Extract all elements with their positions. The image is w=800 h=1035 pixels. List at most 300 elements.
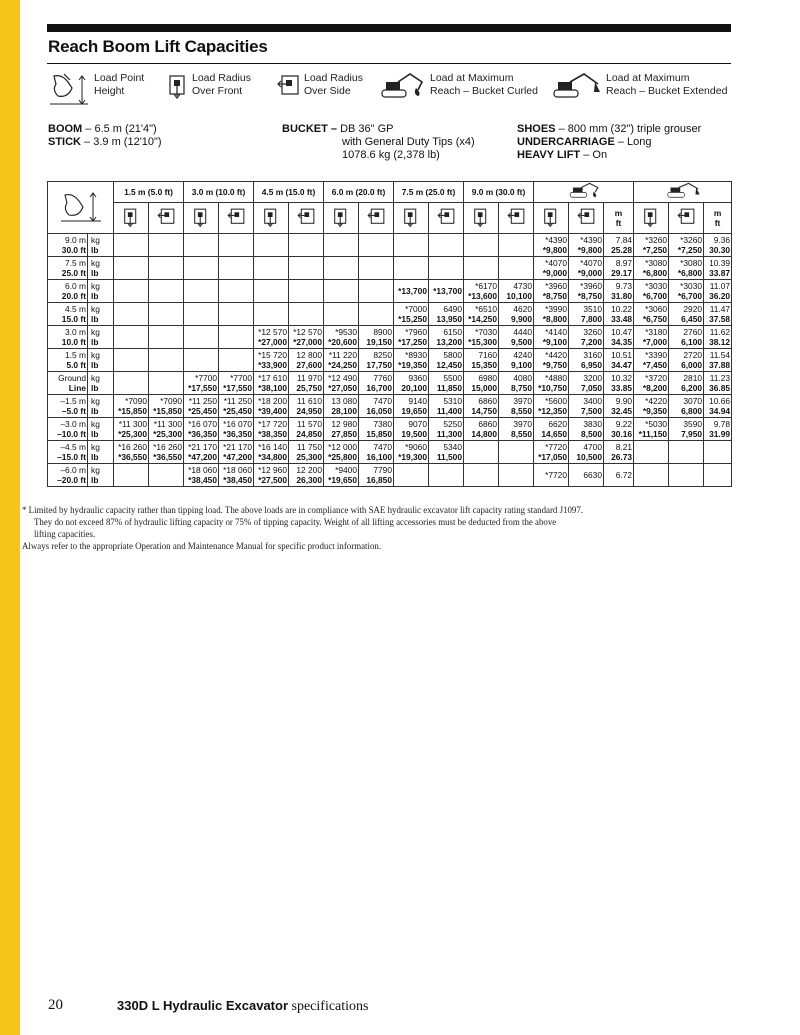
front-icon-cell [634, 203, 669, 234]
capacity-cell: *6510 *14,250 [464, 303, 499, 326]
row-height-label: 3.0 m 10.0 ft [48, 326, 88, 349]
capacity-cell: *3720 *8,200 [634, 372, 669, 395]
capacity-cell: *4390 *9,800 [534, 234, 569, 257]
capacity-cell: 3590 7,950 [669, 418, 704, 441]
capacity-cell [219, 326, 254, 349]
legend-label: Load Radius [192, 72, 251, 84]
row-unit-label: kg lb [88, 234, 114, 257]
capacity-cell: *3260 *7,250 [669, 234, 704, 257]
capacity-cell: *17 720 *38,350 [254, 418, 289, 441]
capacity-cell: *13,700 [429, 280, 464, 303]
capacity-cell: 10.32 33.85 [604, 372, 634, 395]
capacity-cell: *3260 *7,250 [634, 234, 669, 257]
capacity-cell: 4730 10,100 [499, 280, 534, 303]
table-row [48, 349, 732, 372]
row-height-label: 6.0 m 20.0 ft [48, 280, 88, 303]
capacity-cell: *16 070 *36,350 [219, 418, 254, 441]
capacity-cell: *3060 *6,750 [634, 303, 669, 326]
capacity-cell [464, 464, 499, 487]
legend-label: Load at Maximum [606, 72, 690, 84]
capacity-cell: *21 170 *47,200 [219, 441, 254, 464]
load-radius-front-icon [643, 206, 659, 228]
capacity-cell: 6630 [569, 464, 604, 487]
capacity-cell [114, 234, 149, 257]
row-unit-label: kg lb [88, 395, 114, 418]
capacity-cell [429, 257, 464, 280]
radius-header: 7.5 m (25.0 ft) [394, 182, 464, 203]
capacity-cell: *5600 *12,350 [534, 395, 569, 418]
capacity-cell [359, 303, 394, 326]
table-row [48, 326, 732, 349]
capacity-cell: 9.78 31.99 [704, 418, 732, 441]
capacity-cell: 4080 8,750 [499, 372, 534, 395]
table-row [48, 280, 732, 303]
capacity-cell: *17 610 *38,100 [254, 372, 289, 395]
capacity-cell: 11 610 24,950 [289, 395, 324, 418]
capacity-cell: *3080 *6,800 [669, 257, 704, 280]
capacity-cell [394, 257, 429, 280]
capacity-cell: *18 060 *38,450 [184, 464, 219, 487]
capacity-cell: 4440 9,500 [499, 326, 534, 349]
capacity-cell: 7470 16,050 [359, 395, 394, 418]
capacity-cell [464, 234, 499, 257]
max-reach-curled-header [534, 182, 634, 203]
spec-bucket-tips: with General Duty Tips (x4) [342, 136, 475, 148]
row-unit-label: kg lb [88, 441, 114, 464]
load-radius-side-icon [506, 206, 526, 228]
side-icon-cell [429, 203, 464, 234]
row-unit-label: kg lb [88, 418, 114, 441]
front-icon-cell [184, 203, 219, 234]
load-radius-front-icon [543, 206, 559, 228]
load-radius-side-icon [436, 206, 456, 228]
capacity-cell [184, 234, 219, 257]
capacity-cell: 9140 19,650 [394, 395, 429, 418]
capacity-cell [464, 441, 499, 464]
capacity-cell: *11 250 *25,450 [219, 395, 254, 418]
capacity-cell: 3160 6,950 [569, 349, 604, 372]
capacity-cell: *9060 *19,300 [394, 441, 429, 464]
capacity-cell: *16 140 *34,800 [254, 441, 289, 464]
capacity-cell [149, 464, 184, 487]
capacity-cell: *12 000 *25,800 [324, 441, 359, 464]
capacity-cell: 2920 6,450 [669, 303, 704, 326]
capacity-cell: *16 260 *36,550 [114, 441, 149, 464]
footnote-2: They do not exceed 87% of hydraulic lifting capacity or 75% of tipping capacity. Weight of all lifting accessories must be deducted from the above [34, 517, 557, 527]
capacity-cell [704, 441, 732, 464]
capacity-cell: *12 490 *27,050 [324, 372, 359, 395]
capacity-cell [634, 441, 669, 464]
footnote-1: * Limited by hydraulic capacity rather than tipping load. The above loads are in compliance with SAE hydraulic excavator lift capacity rating standard J1097. [22, 505, 583, 515]
capacity-cell [324, 303, 359, 326]
capacity-cell [254, 280, 289, 303]
capacity-cell: 3260 7,200 [569, 326, 604, 349]
reach-unit-cell [604, 203, 634, 234]
legend-item-curled [378, 72, 538, 102]
capacity-cell: *7000 *15,250 [394, 303, 429, 326]
row-height-label: –6.0 m –20.0 ft [48, 464, 88, 487]
load-radius-front-icon [168, 72, 188, 100]
capacity-cell: *12 570 *27,000 [289, 326, 324, 349]
side-icon-cell [149, 203, 184, 234]
capacity-cell [184, 280, 219, 303]
capacity-cell: 9070 19,500 [394, 418, 429, 441]
capacity-cell: 4240 9,100 [499, 349, 534, 372]
bucket-curled-excavator-icon [562, 182, 606, 200]
load-radius-front-icon [263, 206, 279, 228]
front-icon-cell [464, 203, 499, 234]
capacity-cell: 11.07 36.20 [704, 280, 732, 303]
capacity-cell: 9.90 32.45 [604, 395, 634, 418]
load-radius-front-icon [473, 206, 489, 228]
load-point-height-icon [59, 189, 103, 225]
front-icon-cell [394, 203, 429, 234]
capacity-cell: 6620 14,650 [534, 418, 569, 441]
capacity-cell [254, 257, 289, 280]
capacity-cell: 8.21 26.73 [604, 441, 634, 464]
load-radius-front-icon [403, 206, 419, 228]
capacity-cell: *4070 *9,000 [569, 257, 604, 280]
spec-undercarriage: UNDERCARRIAGE – Long [517, 136, 652, 148]
unit-m: m [614, 207, 623, 218]
load-radius-side-icon [276, 72, 300, 100]
row-height-label: –3.0 m –10.0 ft [48, 418, 88, 441]
capacity-cell: 2810 6,200 [669, 372, 704, 395]
row-height-label: 9.0 m 30.0 ft [48, 234, 88, 257]
page-title: Reach Boom Lift Capacities [48, 37, 268, 56]
spec-heavy-lift: HEAVY LIFT – On [517, 149, 608, 161]
capacity-cell: *7720 [534, 464, 569, 487]
capacity-cell: *4390 *9,800 [569, 234, 604, 257]
table-row [48, 303, 732, 326]
legend-label: Load at Maximum [430, 72, 514, 84]
capacity-cell: 8900 19,150 [359, 326, 394, 349]
capacity-cell [184, 257, 219, 280]
capacity-cell: 9.22 30.16 [604, 418, 634, 441]
capacity-cell: 3070 6,800 [669, 395, 704, 418]
capacity-cell: 6860 14,800 [464, 418, 499, 441]
capacity-cell: 5250 11,300 [429, 418, 464, 441]
capacity-cell: 6.72 [604, 464, 634, 487]
capacity-cell [359, 234, 394, 257]
load-radius-side-icon [156, 206, 176, 228]
capacity-cell [149, 234, 184, 257]
legend-item-front [168, 72, 251, 100]
capacity-cell: 4700 10,500 [569, 441, 604, 464]
capacity-cell [499, 441, 534, 464]
capacity-cell: 3830 8,500 [569, 418, 604, 441]
unit-ft: ft [615, 218, 622, 228]
capacity-cell: *3030 *6,700 [669, 280, 704, 303]
capacity-cell: *3390 *7,450 [634, 349, 669, 372]
capacity-cell: *16 260 *36,550 [149, 441, 184, 464]
capacity-cell: *16 070 *36,350 [184, 418, 219, 441]
capacity-cell: *7090 *15,850 [149, 395, 184, 418]
capacity-cell: *9530 *20,600 [324, 326, 359, 349]
capacity-cell: 5310 11,400 [429, 395, 464, 418]
max-reach-extended-header [634, 182, 732, 203]
capacity-cell: *5030 *11,150 [634, 418, 669, 441]
capacity-cell: *11 250 *25,450 [184, 395, 219, 418]
capacity-cell [184, 303, 219, 326]
capacity-cell: *3990 *8,800 [534, 303, 569, 326]
capacity-cell [219, 349, 254, 372]
table-row [48, 395, 732, 418]
capacity-cell: *6170 *13,600 [464, 280, 499, 303]
footnote-4: Always refer to the appropriate Operation and Maintenance Manual for specific product information. [22, 541, 382, 551]
capacity-cell: *3080 *6,800 [634, 257, 669, 280]
table-row [48, 464, 732, 487]
capacity-cell: 5800 12,450 [429, 349, 464, 372]
radius-header: 9.0 m (30.0 ft) [464, 182, 534, 203]
row-unit-label: kg lb [88, 326, 114, 349]
row-height-label: 4.5 m 15.0 ft [48, 303, 88, 326]
spec-boom: BOOM – 6.5 m (21'4") [48, 123, 157, 135]
row-unit-label: kg lb [88, 372, 114, 395]
reach-unit-cell [704, 203, 732, 234]
capacity-cell: 12 980 27,850 [324, 418, 359, 441]
legend-item-height [48, 72, 144, 108]
side-icon-cell [669, 203, 704, 234]
capacity-cell: *13,700 [394, 280, 429, 303]
legend-item-side [276, 72, 363, 100]
capacity-cell: *7700 *17,550 [184, 372, 219, 395]
capacity-cell: 7380 15,850 [359, 418, 394, 441]
side-icon-cell [289, 203, 324, 234]
capacity-cell: 10.51 34.47 [604, 349, 634, 372]
capacity-cell [254, 234, 289, 257]
top-rule [47, 24, 731, 32]
capacity-cell [289, 303, 324, 326]
capacity-cell: 3200 7,050 [569, 372, 604, 395]
legend-label: Reach – Bucket Extended [606, 85, 728, 97]
capacity-cell: 11.62 38.12 [704, 326, 732, 349]
capacity-cell: 12 200 26,300 [289, 464, 324, 487]
load-radius-side-icon [226, 206, 246, 228]
row-height-label: 1.5 m 5.0 ft [48, 349, 88, 372]
footnote-3: lifting capacities. [34, 529, 96, 539]
capacity-cell [149, 326, 184, 349]
capacity-cell: *9400 *19,650 [324, 464, 359, 487]
capacity-cell [149, 303, 184, 326]
capacity-cell: 10.22 33.48 [604, 303, 634, 326]
capacity-cell [289, 257, 324, 280]
capacity-cell [634, 464, 669, 487]
load-radius-side-icon [576, 206, 596, 228]
capacity-cell: 3970 8,550 [499, 395, 534, 418]
front-icon-cell [114, 203, 149, 234]
capacity-cell: 3970 8,550 [499, 418, 534, 441]
legend-item-extended [550, 72, 727, 102]
capacity-cell [219, 257, 254, 280]
legend [48, 72, 732, 112]
capacity-cell: *4880 *10,750 [534, 372, 569, 395]
capacity-cell: *12 570 *27,000 [254, 326, 289, 349]
load-radius-side-icon [366, 206, 386, 228]
capacity-cell: 11 970 25,750 [289, 372, 324, 395]
capacity-cell: *11 300 *25,300 [114, 418, 149, 441]
capacity-cell: 3510 7,800 [569, 303, 604, 326]
capacity-cell: 10.39 33.87 [704, 257, 732, 280]
capacity-cell: 9.36 30.30 [704, 234, 732, 257]
radius-header: 1.5 m (5.0 ft) [114, 182, 184, 203]
page-number: 20 [48, 997, 63, 1013]
capacity-cell [149, 257, 184, 280]
capacity-cell [394, 234, 429, 257]
capacity-cell [324, 280, 359, 303]
legend-label: Load Point [94, 72, 145, 84]
table-row [48, 257, 732, 280]
lift-capacity-table-wrap [47, 181, 731, 487]
capacity-cell [359, 280, 394, 303]
capacity-cell: *21 170 *47,200 [184, 441, 219, 464]
capacity-cell [429, 464, 464, 487]
capacity-cell: *15 720 *33,900 [254, 349, 289, 372]
load-radius-front-icon [123, 206, 139, 228]
radius-header: 6.0 m (20.0 ft) [324, 182, 394, 203]
capacity-cell: 11.23 36.85 [704, 372, 732, 395]
capacity-cell: 8250 17,750 [359, 349, 394, 372]
load-radius-side-icon [296, 206, 316, 228]
bucket-extended-excavator-icon [660, 182, 706, 200]
side-icon-cell [499, 203, 534, 234]
capacity-cell: *3180 *7,000 [634, 326, 669, 349]
capacity-cell: *7700 *17,550 [219, 372, 254, 395]
capacity-cell: *11 220 *24,250 [324, 349, 359, 372]
capacity-cell [499, 234, 534, 257]
capacity-cell: *7720 *17,050 [534, 441, 569, 464]
capacity-cell: *12 960 *27,500 [254, 464, 289, 487]
row-height-label: 7.5 m 25.0 ft [48, 257, 88, 280]
capacity-cell: 7760 16,700 [359, 372, 394, 395]
spec-shoes: SHOES – 800 mm (32") triple grouser [517, 123, 702, 135]
lift-capacity-table [47, 181, 732, 487]
capacity-cell: 10.66 34.94 [704, 395, 732, 418]
capacity-cell: 7470 16,100 [359, 441, 394, 464]
yellow-sidebar [0, 0, 20, 1035]
bucket-curled-excavator-icon [378, 72, 426, 102]
capacity-cell: 11 570 24,850 [289, 418, 324, 441]
capacity-cell [219, 280, 254, 303]
load-radius-front-icon [333, 206, 349, 228]
capacity-cell: *4140 *9,100 [534, 326, 569, 349]
capacity-cell [149, 349, 184, 372]
capacity-cell: 9360 20,100 [394, 372, 429, 395]
load-point-height-icon [48, 72, 90, 108]
capacity-cell: *4220 *9,350 [634, 395, 669, 418]
radius-header: 4.5 m (15.0 ft) [254, 182, 324, 203]
side-icon-cell [569, 203, 604, 234]
row-height-label: –1.5 m –5.0 ft [48, 395, 88, 418]
capacity-cell [429, 234, 464, 257]
capacity-cell: 7.84 25.28 [604, 234, 634, 257]
capacity-cell: 11.47 37.58 [704, 303, 732, 326]
table-row [48, 441, 732, 464]
capacity-cell: *8930 *19,350 [394, 349, 429, 372]
capacity-cell: 2720 6,000 [669, 349, 704, 372]
footnotes [22, 504, 722, 552]
capacity-cell [219, 303, 254, 326]
capacity-cell: 5500 11,850 [429, 372, 464, 395]
spec-bucket-weight: 1078.6 kg (2,378 lb) [342, 149, 440, 161]
capacity-cell [464, 257, 499, 280]
row-unit-label: kg lb [88, 349, 114, 372]
capacity-cell: 9.73 31.80 [604, 280, 634, 303]
row-unit-label: kg lb [88, 464, 114, 487]
capacity-cell [289, 280, 324, 303]
bucket-extended-excavator-icon [550, 72, 602, 102]
capacity-cell [669, 441, 704, 464]
legend-label: Reach – Bucket Curled [430, 85, 538, 97]
capacity-cell [324, 257, 359, 280]
capacity-cell [114, 464, 149, 487]
spec-bucket: BUCKET – DB 36" GP [282, 123, 394, 135]
capacity-cell: *18 200 *39,400 [254, 395, 289, 418]
footer-title: 330D L Hydraulic Excavator specifications [117, 998, 369, 1014]
capacity-cell [704, 464, 732, 487]
capacity-cell [149, 280, 184, 303]
front-icon-cell [534, 203, 569, 234]
capacity-cell [499, 257, 534, 280]
capacity-cell: 13 080 28,100 [324, 395, 359, 418]
corner-height-icon-cell [48, 182, 114, 234]
unit-m: m [713, 207, 722, 218]
capacity-cell: 8.97 29.17 [604, 257, 634, 280]
capacity-cell: 7160 15,350 [464, 349, 499, 372]
capacity-cell: *7090 *15,850 [114, 395, 149, 418]
capacity-cell: *3960 *8,750 [534, 280, 569, 303]
capacity-cell [114, 280, 149, 303]
capacity-cell: 6860 14,750 [464, 395, 499, 418]
capacity-cell [114, 326, 149, 349]
row-unit-label: kg lb [88, 280, 114, 303]
spec-stick: STICK – 3.9 m (12'10") [48, 136, 162, 148]
capacity-cell: *3030 *6,700 [634, 280, 669, 303]
capacity-cell [394, 464, 429, 487]
capacity-cell: 10.47 34.35 [604, 326, 634, 349]
capacity-cell [254, 303, 289, 326]
capacity-cell [114, 349, 149, 372]
title-rule [47, 63, 731, 64]
legend-label: Load Radius [304, 72, 363, 84]
capacity-cell: *11 300 *25,300 [149, 418, 184, 441]
row-height-label: Ground Line [48, 372, 88, 395]
capacity-cell: *4070 *9,000 [534, 257, 569, 280]
capacity-cell [184, 349, 219, 372]
capacity-cell [149, 372, 184, 395]
capacity-cell [114, 303, 149, 326]
row-unit-label: kg lb [88, 303, 114, 326]
legend-label: Over Side [304, 85, 351, 97]
capacity-cell [324, 234, 359, 257]
table-row [48, 372, 732, 395]
capacity-cell [359, 257, 394, 280]
table-row [48, 234, 732, 257]
capacity-cell: 4620 9,900 [499, 303, 534, 326]
front-icon-cell [254, 203, 289, 234]
legend-label: Over Front [192, 85, 243, 97]
capacity-cell [669, 464, 704, 487]
capacity-cell: 6150 13,200 [429, 326, 464, 349]
capacity-cell [184, 326, 219, 349]
side-icon-cell [219, 203, 254, 234]
load-radius-side-icon [676, 206, 696, 228]
legend-label: Height [94, 85, 125, 97]
radius-header: 3.0 m (10.0 ft) [184, 182, 254, 203]
capacity-cell: 2760 6,100 [669, 326, 704, 349]
row-unit-label: kg lb [88, 257, 114, 280]
capacity-cell [219, 234, 254, 257]
